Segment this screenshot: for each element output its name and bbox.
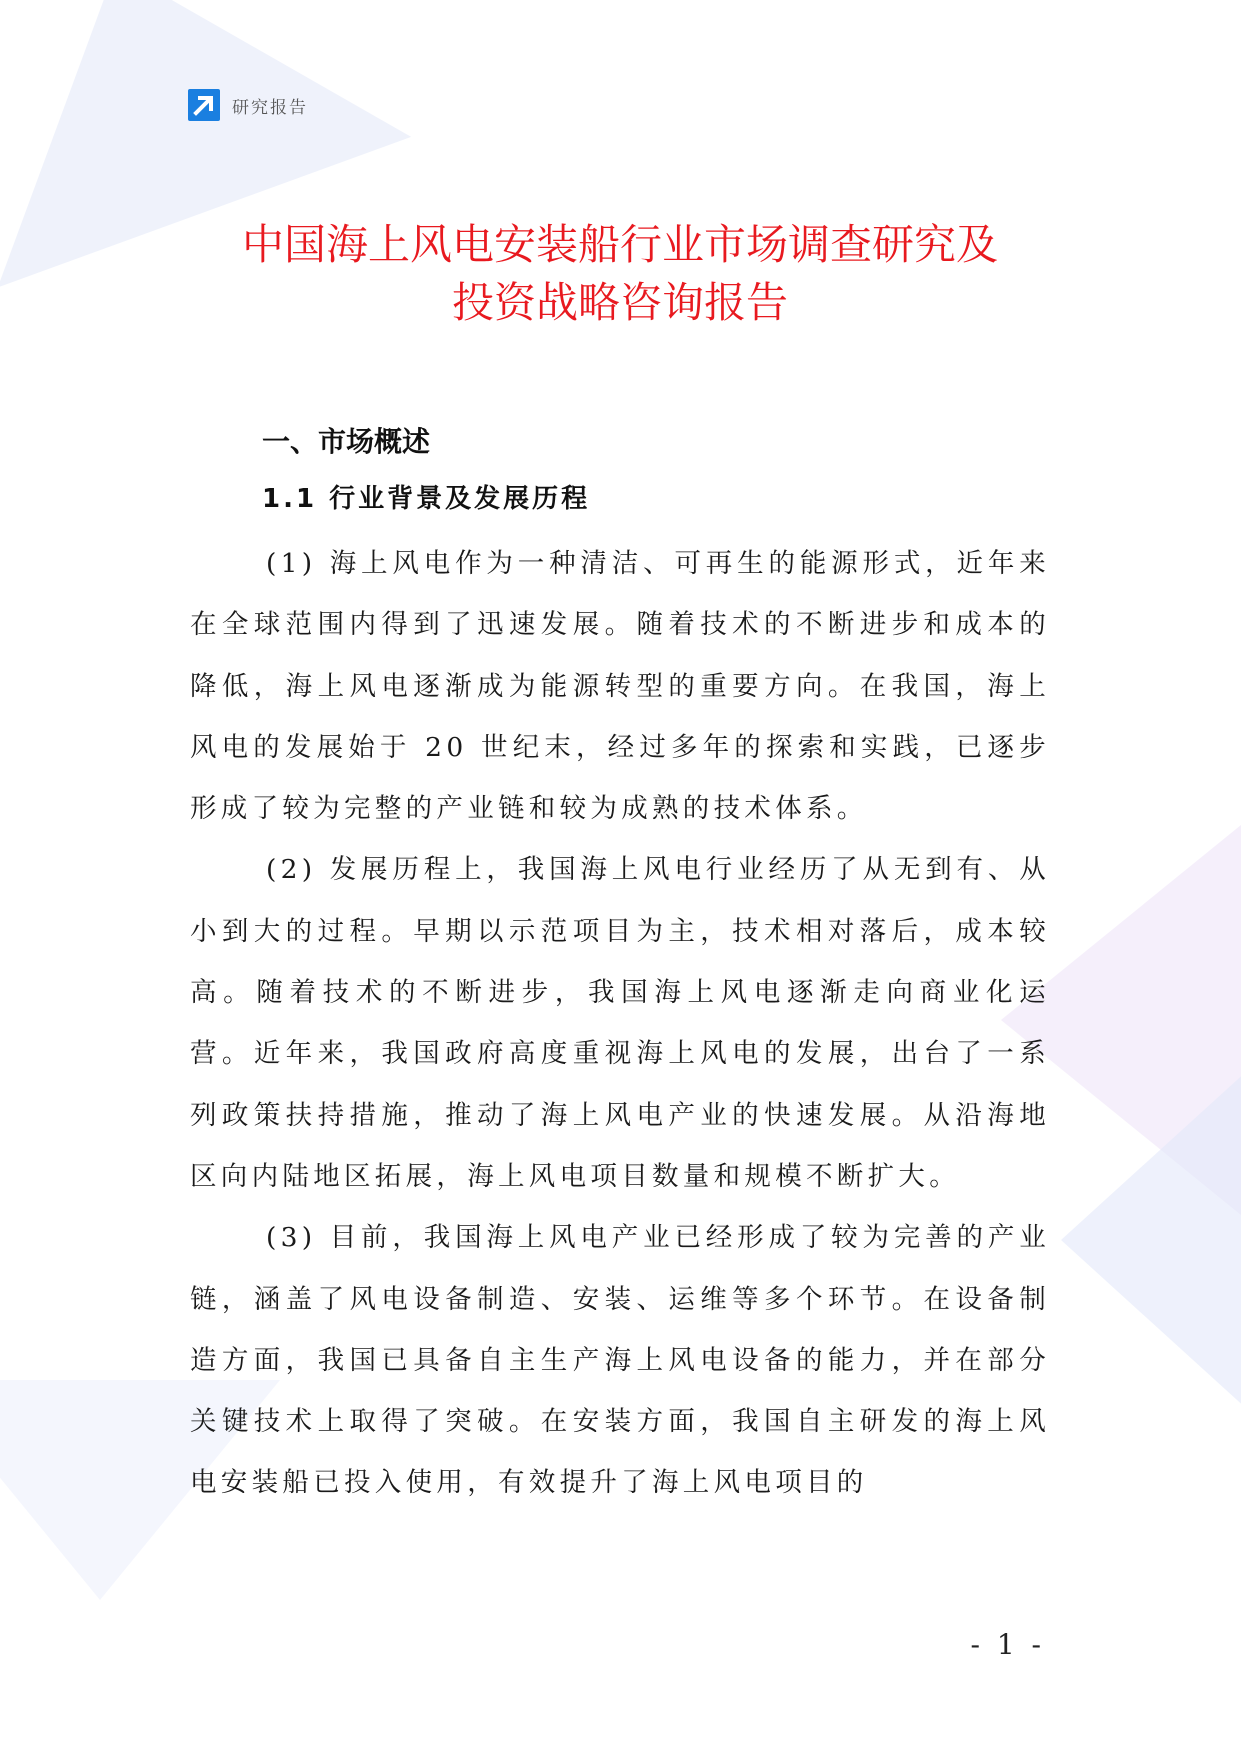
paragraph-2: (2) 发展历程上，我国海上风电行业经历了从无到有、从小到大的过程。早期以示范项目为主，技术相对落后，成本较高。随着技术的不断进步，我国海上风电逐渐走向商业化运营。近年来，我国政府高度重视海上风电的发展，出台了一系列政策扶持措施，推动了海上风电产业的快速发展。从沿海地区向内陆地区拓展，海上风电项目数量和规模不断扩大。 — [190, 854, 1050, 1192]
subsection-heading: 1.1 行业背景及发展历程 — [262, 484, 591, 514]
section-heading: 一、市场概述 — [262, 425, 431, 458]
title-line-1: 中国海上风电安装船行业市场调查研究及 — [241, 220, 998, 269]
report-title — [120, 216, 1120, 332]
paragraph-3: (3) 目前，我国海上风电产业已经形成了较为完善的产业链，涵盖了风电设备制造、安装、运维等多个环节。在设备制造方面，我国已具备自主生产海上风电设备的能力，并在部分关键技术上取得了突破。在安装方面，我国自主研发的海上风电安装船已投入使用，有效提升了海上风电项目的 — [190, 1222, 1050, 1499]
report-header — [188, 88, 308, 122]
page-number: - 1 - — [970, 1628, 1045, 1661]
body-text — [190, 533, 1050, 1514]
arrow-logo-icon — [188, 89, 220, 121]
title-line-2: 投资战略咨询报告 — [451, 278, 788, 327]
paragraph-1: (1) 海上风电作为一种清洁、可再生的能源形式，近年来在全球范围内得到了迅速发展。随着技术的不断进步和成本的降低，海上风电逐渐成为能源转型的重要方向。在我国，海上风电的发展始于 20 世纪末，经过多年的探索和实践，已逐步形成了较为完整的产业链和较为成熟的技术体系。 — [190, 548, 1050, 825]
header-label: 研究报告 — [232, 97, 308, 118]
